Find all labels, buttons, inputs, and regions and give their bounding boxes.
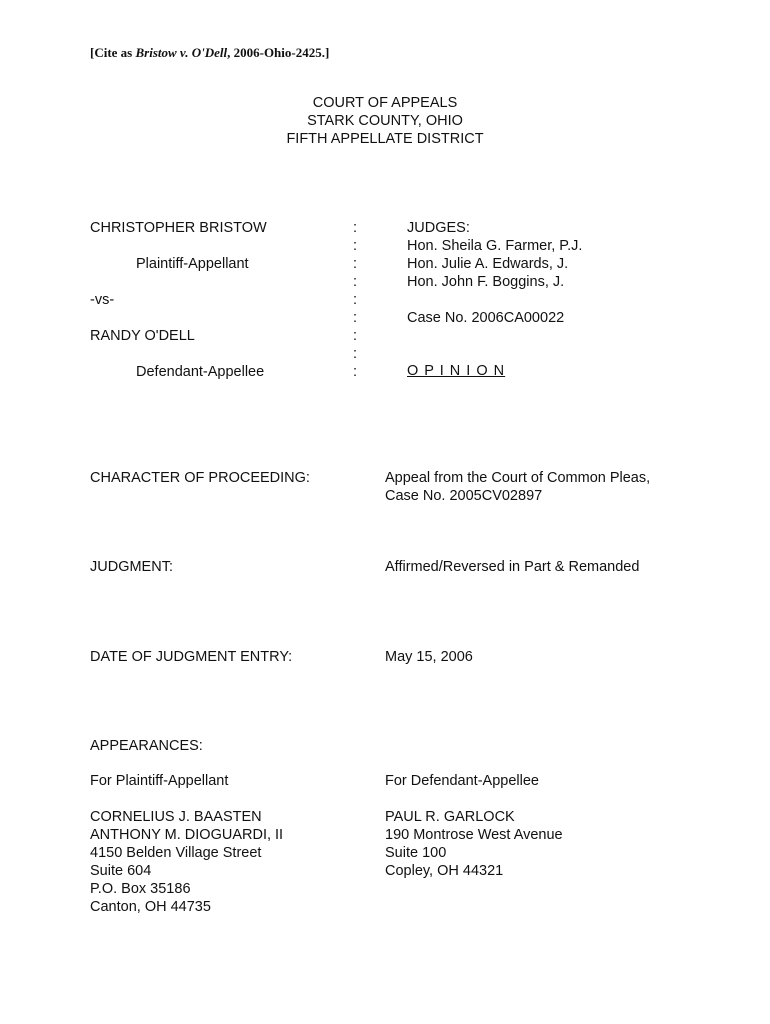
citation-case-name: Bristow v. O'Dell bbox=[135, 45, 228, 60]
court-district: FIFTH APPELLATE DISTRICT bbox=[286, 131, 484, 147]
appearances-heading: APPEARANCES: bbox=[90, 738, 203, 754]
court-header bbox=[0, 94, 770, 148]
defendant-counsel-heading: For Defendant-Appellee bbox=[385, 773, 539, 789]
colon: : bbox=[353, 310, 358, 326]
judge-name: Hon. John F. Boggins, J. bbox=[407, 274, 565, 290]
plaintiff-name: CHRISTOPHER BRISTOW bbox=[90, 220, 267, 236]
colon: : bbox=[353, 238, 358, 254]
proceeding-value bbox=[385, 469, 650, 505]
counsel-line: ANTHONY M. DIOGUARDI, II bbox=[90, 827, 284, 843]
citation-suffix: , 2006-Ohio-2425.] bbox=[227, 45, 330, 60]
defendant-role: Defendant-Appellee bbox=[136, 364, 265, 380]
judge-name: Hon. Julie A. Edwards, J. bbox=[407, 256, 569, 272]
case-number: Case No. 2006CA00022 bbox=[407, 310, 565, 326]
counsel-line: 4150 Belden Village Street bbox=[90, 845, 262, 861]
counsel-line: P.O. Box 35186 bbox=[90, 881, 191, 897]
date-label: DATE OF JUDGMENT ENTRY: bbox=[90, 649, 293, 665]
plaintiff-role: Plaintiff-Appellant bbox=[136, 256, 249, 272]
judges-block bbox=[407, 219, 582, 291]
court-county: STARK COUNTY, OHIO bbox=[307, 113, 463, 129]
counsel-line: Canton, OH 44735 bbox=[90, 899, 211, 915]
colon: : bbox=[353, 292, 358, 308]
proceeding-label: CHARACTER OF PROCEEDING: bbox=[90, 470, 310, 486]
colon: : bbox=[353, 220, 358, 236]
judge-name: Hon. Sheila G. Farmer, P.J. bbox=[407, 238, 583, 254]
defendant-name: RANDY O'DELL bbox=[90, 328, 195, 344]
colon: : bbox=[353, 364, 358, 380]
citation bbox=[90, 44, 329, 62]
counsel-line: Copley, OH 44321 bbox=[385, 863, 504, 879]
colon: : bbox=[353, 256, 358, 272]
judgment-label: JUDGMENT: bbox=[90, 559, 173, 575]
colon: : bbox=[353, 274, 358, 290]
counsel-line: 190 Montrose West Avenue bbox=[385, 827, 563, 843]
judgment-value: Affirmed/Reversed in Part & Remanded bbox=[385, 559, 640, 575]
citation-prefix: [Cite as bbox=[90, 45, 136, 60]
defendant-counsel bbox=[385, 808, 563, 880]
proceeding-line: Case No. 2005CV02897 bbox=[385, 488, 543, 504]
proceeding-line: Appeal from the Court of Common Pleas, bbox=[385, 470, 651, 486]
versus: -vs- bbox=[90, 292, 115, 308]
date-value: May 15, 2006 bbox=[385, 649, 473, 665]
plaintiff-counsel-heading: For Plaintiff-Appellant bbox=[90, 773, 229, 789]
counsel-line: Suite 604 bbox=[90, 863, 152, 879]
colon: : bbox=[353, 346, 358, 362]
counsel-line: CORNELIUS J. BAASTEN bbox=[90, 809, 262, 825]
counsel-line: Suite 100 bbox=[385, 845, 447, 861]
court-name: COURT OF APPEALS bbox=[312, 95, 458, 111]
plaintiff-counsel bbox=[90, 808, 283, 916]
caption-divider bbox=[353, 219, 357, 381]
colon: : bbox=[353, 328, 358, 344]
judges-heading: JUDGES: bbox=[407, 220, 470, 236]
opinion-title: O P I N I O N bbox=[407, 363, 506, 379]
counsel-line: PAUL R. GARLOCK bbox=[385, 809, 515, 825]
